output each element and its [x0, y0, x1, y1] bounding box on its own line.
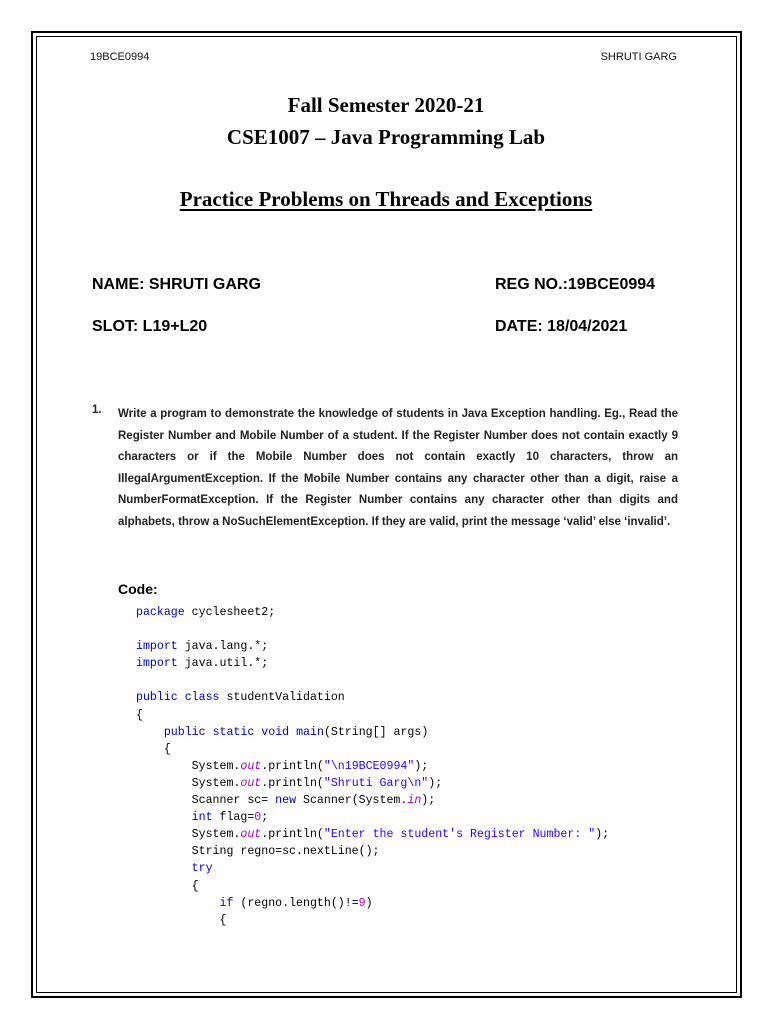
code-line: public static void main(String[] args): [163, 725, 429, 739]
code-block: [136, 604, 609, 929]
code-line: package cyclesheet2;: [136, 606, 276, 619]
code-line: {: [136, 742, 171, 756]
code-line: System.out.println("\n19BCE0994");: [136, 759, 429, 773]
code-line: Scanner sc= new Scanner(System.in);: [136, 794, 436, 808]
code-line: import java.util.*;: [136, 657, 269, 671]
problems-heading: Practice Problems on Threads and Exceptions: [179, 187, 593, 211]
code-line: import java.lang.*;: [136, 640, 269, 654]
question-text: Write a program to demonstrate the knowledge of students in Java Exception handling. Eg., Read the Register Number and Mobile Number of a student. If the Register Number does not contain exactly 9 characters or if the Mobile Number does not contain exactly 10 characters, throw an IllegalArgumentException. If the Mobile Number contains any character other than a digit, raise a NumberFormatException. If the Register Number contains any character other than digits and alphabets, throw a NoSuchElementException. If they are valid, print the message ‘valid’ else ‘invalid’.: [118, 408, 678, 528]
code-heading: Code:: [118, 581, 158, 597]
code-line: {: [136, 879, 199, 893]
code-line: if (regno.length()!=9): [219, 896, 373, 910]
semester-title: Fall Semester 2020-21: [287, 93, 485, 117]
student-name-label: NAME: SHRUTI GARG: [92, 276, 261, 293]
slot-label: SLOT: L19+L20: [92, 318, 208, 335]
date-label: DATE: 18/04/2021: [495, 318, 628, 335]
course-title: CSE1007 – Java Programming Lab: [226, 125, 546, 149]
code-line: [136, 672, 609, 689]
header-student-name: SHRUTI GARG: [600, 51, 677, 63]
code-line: try: [191, 862, 213, 876]
code-line: int flag=0;: [191, 811, 269, 825]
question-number: 1.: [92, 404, 102, 416]
code-line: {: [136, 913, 227, 927]
code-line: System.out.println("Enter the student's Register Number: ");: [136, 828, 610, 842]
code-line: public class studentValidation: [136, 691, 345, 705]
code-line: [136, 621, 609, 638]
code-line: String regno=sc.nextLine();: [136, 845, 380, 859]
code-line: System.out.println("Shruti Garg\n");: [136, 776, 443, 790]
code-line: {: [136, 708, 143, 722]
reg-number-label: REG NO.:19BCE0994: [495, 276, 656, 293]
header-reg-number: 19BCE0994: [90, 51, 150, 63]
